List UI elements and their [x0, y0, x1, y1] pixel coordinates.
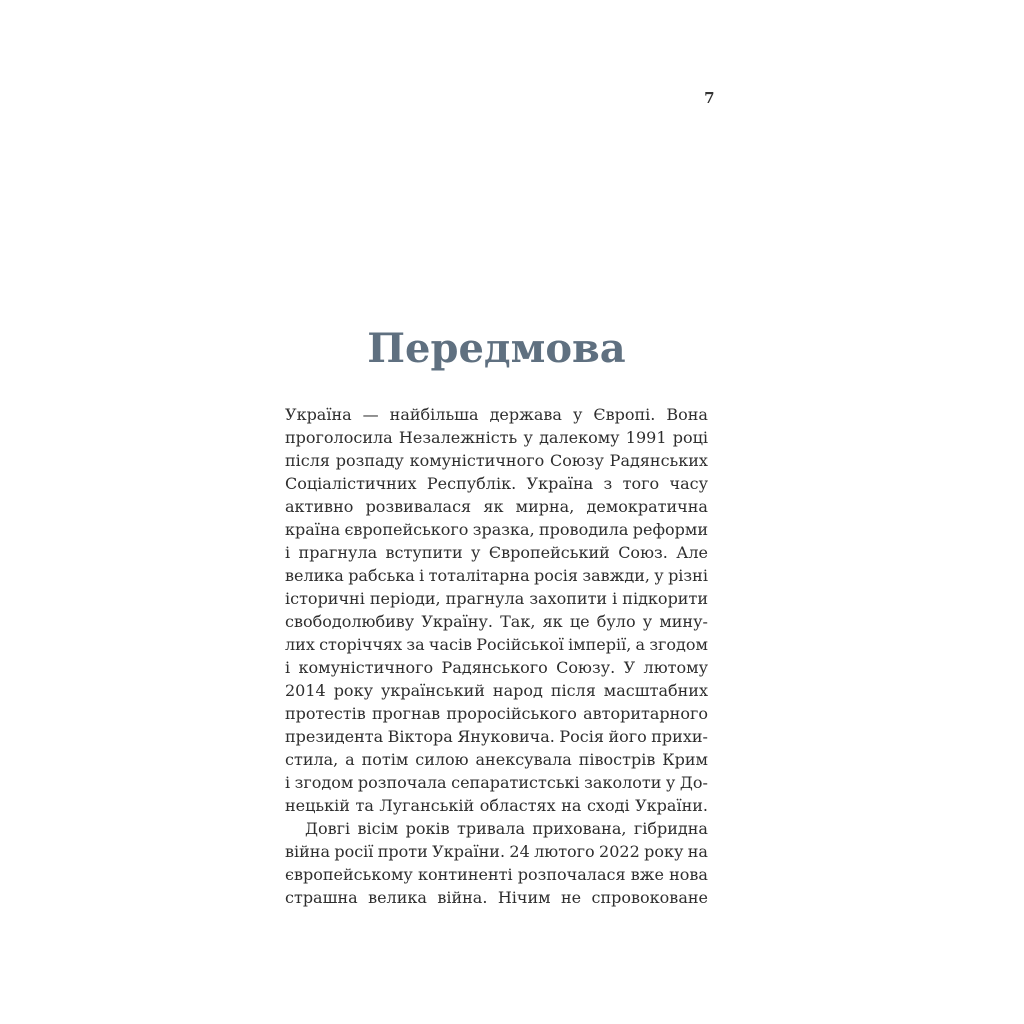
word: Європі.: [593, 405, 656, 424]
text-line: [285, 610, 708, 633]
word: Радянських: [609, 451, 708, 470]
word: у: [523, 428, 533, 447]
word: було: [596, 612, 636, 631]
word: масштабних: [603, 681, 708, 700]
text-line: [285, 863, 708, 886]
word: страшна: [285, 888, 358, 907]
text-line: [285, 794, 708, 817]
word: у: [654, 566, 664, 585]
word: комуністичного: [298, 658, 434, 677]
word: часу: [669, 474, 708, 493]
word: європейському: [285, 865, 413, 884]
word: зразка,: [472, 520, 535, 539]
word: Україну.: [421, 612, 493, 631]
word: України.: [635, 796, 708, 815]
word: Нічим: [497, 888, 551, 907]
word: прихи-: [651, 727, 708, 746]
word: рабська: [348, 566, 415, 585]
word: лютого: [534, 842, 595, 861]
word: президента: [285, 727, 384, 746]
word: велика: [285, 566, 344, 585]
word: його: [608, 727, 647, 746]
word: мирна,: [515, 497, 575, 516]
word: а: [635, 635, 646, 654]
word: континенті: [418, 865, 513, 884]
text-line: [285, 656, 708, 679]
word: стила,: [285, 750, 339, 769]
word: на: [687, 842, 708, 861]
word: історичні: [285, 589, 365, 608]
word: проводила: [539, 520, 629, 539]
word: Луганській: [379, 796, 475, 815]
word: як: [483, 497, 504, 516]
word: Росія: [559, 727, 604, 746]
word: не: [560, 888, 582, 907]
page-number: 7: [704, 89, 715, 107]
word: анексувала: [475, 750, 572, 769]
word: лих: [285, 635, 315, 654]
word: держава: [489, 405, 562, 424]
word: нецькій: [285, 796, 350, 815]
word: протестів: [285, 704, 366, 723]
text-line: [285, 472, 708, 495]
word: областях: [479, 796, 556, 815]
word: імперії,: [568, 635, 632, 654]
text-line: [285, 449, 708, 472]
word: періоди,: [369, 589, 441, 608]
word: проголосила: [285, 428, 393, 447]
word: Януковича.: [457, 727, 555, 746]
word: і: [612, 589, 618, 608]
word: війна.: [437, 888, 488, 907]
word: Вона: [666, 405, 708, 424]
word: проросійського: [446, 704, 577, 723]
word: 1991: [625, 428, 667, 447]
word: після: [550, 681, 596, 700]
word: демократична: [586, 497, 708, 516]
text-line: [285, 587, 708, 610]
word: До-: [679, 773, 708, 792]
word: Україна: [526, 474, 594, 493]
word: прогнав: [372, 704, 441, 723]
text-line: [285, 886, 708, 909]
word: році: [672, 428, 708, 447]
word: Російської: [476, 635, 564, 654]
word: і: [285, 773, 291, 792]
word: росії: [334, 842, 374, 861]
word: і: [285, 658, 291, 677]
word: та: [355, 796, 374, 815]
word: заколоти: [584, 773, 662, 792]
word: народ: [492, 681, 543, 700]
text-line: [285, 495, 708, 518]
word: сторіччях: [319, 635, 403, 654]
word: авторитарного: [583, 704, 708, 723]
word: вже: [630, 865, 664, 884]
word: згодом: [294, 773, 354, 792]
word: того: [622, 474, 660, 493]
word: війна: [285, 842, 330, 861]
word: проти: [377, 842, 428, 861]
word: —: [362, 405, 379, 424]
word: свободолюбиву: [285, 612, 415, 631]
word: Довгі: [305, 819, 351, 838]
text-line: [285, 541, 708, 564]
word: Європейський: [488, 543, 610, 562]
text-line: [285, 633, 708, 656]
word: гібридна: [633, 819, 708, 838]
word: прагнула: [445, 589, 525, 608]
word: згодом: [649, 635, 708, 654]
text-line: [285, 817, 708, 840]
word: Соціалістичних: [285, 474, 417, 493]
word: і: [285, 543, 291, 562]
word: мину-: [659, 612, 708, 631]
word: у: [572, 405, 583, 424]
word: найбільша: [389, 405, 479, 424]
word: велика: [368, 888, 427, 907]
word: Союзу.: [556, 658, 616, 677]
word: Крим: [662, 750, 708, 769]
word: тоталітарна: [428, 566, 530, 585]
word: сепаратистські: [451, 773, 580, 792]
word: нова: [669, 865, 708, 884]
text-line: [285, 771, 708, 794]
text-line: [285, 840, 708, 863]
word: український: [380, 681, 485, 700]
word: Радянського: [441, 658, 548, 677]
word: розвивалася: [365, 497, 472, 516]
word: у: [642, 612, 653, 631]
word: на: [561, 796, 582, 815]
word: захопити: [529, 589, 608, 608]
word: з: [603, 474, 613, 493]
word: реформи: [632, 520, 708, 539]
word: розпочалася: [517, 865, 626, 884]
word: Але: [676, 543, 708, 562]
word: України.: [432, 842, 506, 861]
word: тривала: [456, 819, 525, 838]
body-text: [285, 403, 708, 909]
word: прихована,: [532, 819, 627, 838]
word: активно: [285, 497, 354, 516]
word: країна: [285, 520, 341, 539]
text-line: [285, 748, 708, 771]
word: у: [471, 543, 481, 562]
word: вступити: [385, 543, 463, 562]
word: прагнула: [298, 543, 378, 562]
word: Незалежність: [398, 428, 518, 447]
word: спровоковане: [591, 888, 708, 907]
word: росія: [533, 566, 579, 585]
word: лютому: [643, 658, 708, 677]
text-line: [285, 564, 708, 587]
word: після: [285, 451, 330, 470]
word: часів: [428, 635, 473, 654]
word: сході: [586, 796, 630, 815]
word: Україна: [285, 405, 352, 424]
word: підкорити: [622, 589, 708, 608]
word: півострів: [578, 750, 656, 769]
text-line: [285, 725, 708, 748]
chapter-title: Передмова: [367, 325, 626, 372]
word: розпочала: [357, 773, 447, 792]
word: Союз.: [618, 543, 668, 562]
text-line: [285, 403, 708, 426]
word: 2014: [285, 681, 326, 700]
text-line: [285, 426, 708, 449]
word: це: [569, 612, 590, 631]
word: європейського: [344, 520, 469, 539]
word: далекому: [539, 428, 620, 447]
text-line: [285, 679, 708, 702]
word: року: [644, 842, 684, 861]
word: і: [419, 566, 425, 585]
word: потім: [361, 750, 409, 769]
word: комуністичного: [409, 451, 545, 470]
word: розпаду: [335, 451, 404, 470]
word: року: [333, 681, 373, 700]
word: років: [405, 819, 450, 838]
word: Віктора: [387, 727, 453, 746]
word: силою: [415, 750, 469, 769]
word: Республік.: [426, 474, 517, 493]
text-line: [285, 702, 708, 725]
word: різні: [668, 566, 708, 585]
word: як: [542, 612, 563, 631]
word: 24: [509, 842, 530, 861]
word: вісім: [357, 819, 399, 838]
word: 2022: [599, 842, 640, 861]
word: за: [406, 635, 425, 654]
word: у: [665, 773, 676, 792]
word: завжди,: [582, 566, 650, 585]
word: У: [623, 658, 636, 677]
word: Так,: [500, 612, 536, 631]
word: а: [345, 750, 355, 769]
word: Союзу: [549, 451, 604, 470]
text-line: [285, 518, 708, 541]
